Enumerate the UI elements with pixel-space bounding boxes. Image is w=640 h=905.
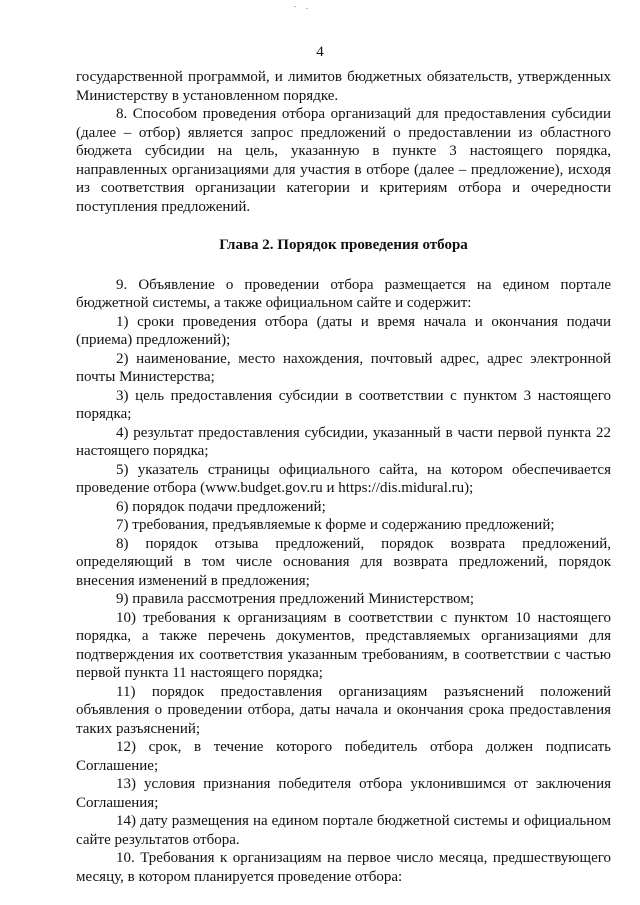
- list-item: 14) дату размещения на едином портале бюджетной системы и официальном сайте результатов отбора.: [76, 813, 611, 848]
- list-item: 10) требования к организациям в соответствии с пунктом 10 настоящего порядка, а также перечень документов, представляемых организациями для подтверждения их соответствия указанным требованиям, в соответствии с частью первой пункта 11 настоящего порядка;: [76, 609, 611, 681]
- paragraph: 10. Требования к организациям на первое число месяца, предшествующего месяцу, в котором планируется проведение отбора:: [76, 850, 611, 885]
- paragraph: государственной программой, и лимитов бюджетных обязательств, утвержденных Министерству в установленном порядке.: [76, 69, 611, 104]
- list-item: 1) сроки проведения отбора (даты и время начала и окончания подачи (приема) предложений);: [76, 313, 611, 348]
- list-item: 5) указатель страницы официального сайта, на котором обеспечивается проведение отбора (www.budget.gov.ru и https://dis.midural.ru);: [76, 461, 611, 496]
- list-item: 3) цель предоставления субсидии в соответствии с пунктом 3 настоящего порядка;: [76, 387, 611, 422]
- paragraph: 8. Способом проведения отбора организаций для предоставления субсидии (далее – отбор) является запрос предложений о предоставлении из областного бюджета субсидии на цель, указанную в пункте 3 настоящего порядка, направленных организациями для участия в отборе (далее – предложение), исходя из соответствия организации категории и критериям отбора и очередности поступления предложений.: [76, 106, 611, 215]
- list-item: 12) срок, в течение которого победитель отбора должен подписать Соглашение;: [76, 739, 611, 774]
- list-item: 2) наименование, место нахождения, почтовый адрес, адрес электронной почты Министерства;: [76, 350, 611, 385]
- list-item: 4) результат предоставления субсидии, указанный в части первой пункта 22 настоящего порядка;: [76, 424, 611, 459]
- page-number: 4: [316, 44, 324, 60]
- list-item: 8) порядок отзыва предложений, порядок возврата предложений, определяющий в том числе основания для возврата предложений, порядок внесения изменений в предложения;: [76, 535, 611, 589]
- paragraph: 9. Объявление о проведении отбора размещается на едином портале бюджетной системы, а также официальном сайте и содержит:: [76, 276, 611, 311]
- list-item: 7) требования, предъявляемые к форме и содержанию предложений;: [116, 517, 555, 533]
- scan-speck: [294, 6, 296, 7]
- list-item: 6) порядок подачи предложений;: [116, 498, 326, 515]
- chapter-heading: Глава 2. Порядок проведения отбора: [219, 237, 468, 253]
- list-item: 11) порядок предоставления организациям разъяснений положений объявления о проведении отбора, даты начала и окончания срока предоставления таких разъяснений;: [76, 683, 611, 737]
- list-item: 13) условия признания победителя отбора уклонившимся от заключения Соглашения;: [76, 776, 611, 811]
- scan-speck: [306, 8, 308, 9]
- document-body: [76, 68, 611, 886]
- list-item: 9) правила рассмотрения предложений Министерством;: [116, 591, 475, 607]
